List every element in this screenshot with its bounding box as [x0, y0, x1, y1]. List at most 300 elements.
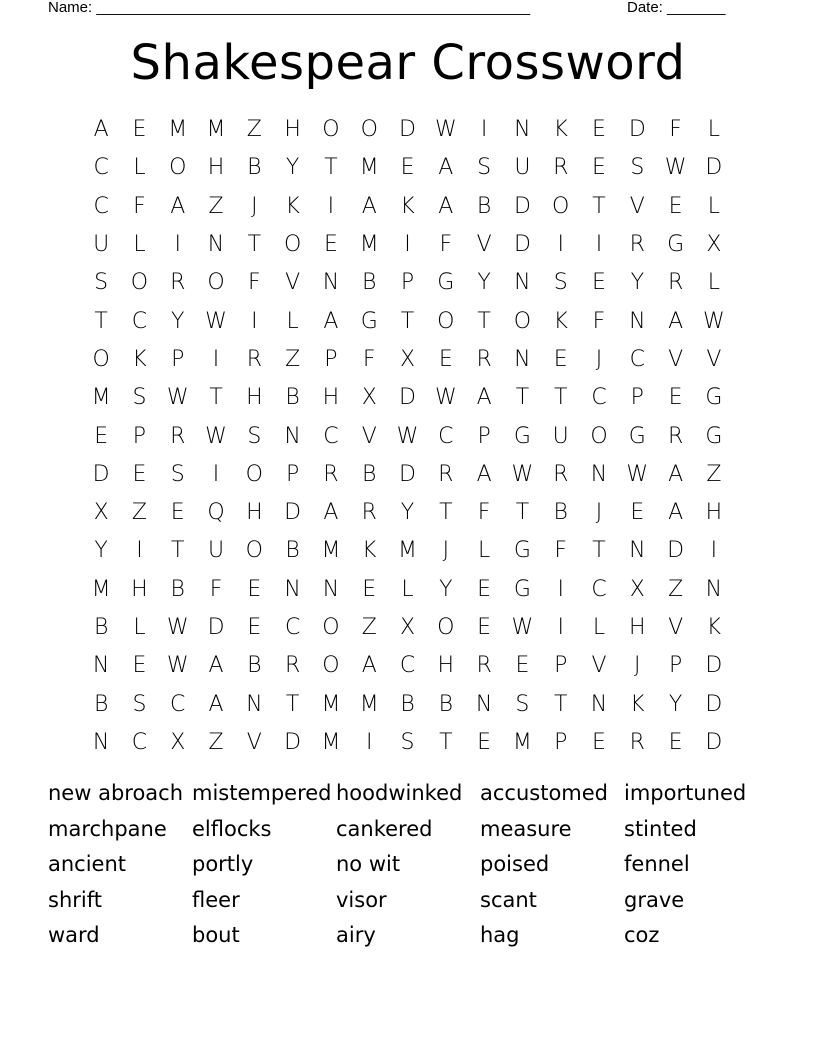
- grid-letter: L: [707, 117, 721, 143]
- grid-letter: W: [511, 615, 534, 640]
- grid-letter: A: [170, 193, 186, 219]
- grid-letter: I: [251, 308, 258, 334]
- grid-letter: E: [592, 117, 606, 143]
- grid-letter: D: [399, 385, 416, 411]
- grid-letter: J: [442, 538, 450, 564]
- grid-letter: O: [322, 615, 340, 640]
- word-list-item: scant: [480, 887, 537, 912]
- grid-letter: N: [475, 691, 493, 717]
- grid-letter: K: [706, 615, 722, 640]
- grid-letter: I: [174, 232, 181, 258]
- grid-letter: A: [476, 385, 492, 411]
- grid-letter: E: [400, 155, 415, 181]
- grid-letter: V: [285, 270, 301, 296]
- grid-letter: H: [246, 385, 263, 411]
- grid-letter: O: [207, 270, 225, 296]
- grid-letter: Z: [706, 461, 722, 487]
- grid-letter: B: [553, 500, 568, 526]
- grid-letter: E: [477, 729, 492, 755]
- grid-letter: D: [92, 461, 110, 487]
- grid-letter: D: [207, 615, 225, 640]
- grid-letter: D: [399, 461, 416, 487]
- grid-letter: W: [396, 423, 419, 449]
- grid-letter: N: [705, 576, 723, 602]
- grid-letter: F: [248, 270, 261, 296]
- grid-letter: E: [630, 500, 645, 526]
- grid-letter: V: [668, 346, 684, 372]
- grid-letter: O: [360, 117, 378, 143]
- grid-letter: T: [592, 538, 606, 564]
- grid-letter: V: [476, 232, 492, 258]
- grid-letter: I: [365, 729, 373, 755]
- grid-letter: L: [477, 538, 491, 564]
- grid-letter: O: [437, 308, 455, 334]
- grid-letter: P: [477, 423, 491, 449]
- grid-letter: R: [629, 729, 645, 755]
- grid-letter: X: [706, 232, 722, 258]
- grid-letter: G: [628, 423, 646, 449]
- grid-letter: T: [553, 691, 568, 717]
- grid-letter: M: [359, 691, 379, 717]
- grid-letter: W: [166, 615, 189, 640]
- grid-letter: P: [554, 729, 568, 755]
- grid-letter: E: [668, 385, 683, 411]
- grid-letter: P: [668, 653, 683, 679]
- grid-letter: E: [477, 615, 492, 640]
- grid-letter: C: [591, 385, 607, 411]
- grid-letter: Z: [208, 193, 224, 219]
- grid-letter: H: [437, 653, 455, 679]
- grid-letter: X: [399, 615, 416, 640]
- grid-letter: W: [166, 385, 189, 411]
- grid-letter: P: [324, 346, 338, 372]
- word-list-item: measure: [480, 816, 572, 841]
- grid-letter: N: [92, 653, 110, 679]
- grid-letter: Y: [171, 308, 185, 334]
- grid-letter: X: [399, 346, 416, 372]
- grid-letter: A: [438, 193, 454, 219]
- grid-letter: W: [205, 423, 227, 449]
- grid-letter: Y: [94, 538, 108, 564]
- grid-letter: H: [131, 576, 148, 602]
- grid-letter: A: [208, 691, 224, 717]
- name-field-label: Name: ____________________________________________________: [48, 0, 531, 16]
- grid-letter: C: [93, 193, 109, 219]
- grid-letter: K: [553, 308, 568, 334]
- grid-letter: R: [667, 270, 684, 296]
- grid-letter: E: [668, 193, 683, 219]
- grid-letter: D: [705, 653, 723, 679]
- grid-letter: L: [707, 270, 721, 296]
- grid-letter: D: [513, 232, 531, 258]
- grid-letter: Y: [285, 155, 300, 181]
- grid-letter: P: [171, 346, 185, 372]
- grid-letter: F: [439, 232, 453, 258]
- grid-letter: T: [515, 500, 530, 526]
- grid-letter: E: [438, 346, 453, 372]
- grid-letter: G: [667, 232, 685, 258]
- grid-letter: C: [399, 653, 416, 679]
- word-list-item: shrift: [48, 887, 102, 912]
- grid-letter: O: [245, 461, 263, 487]
- grid-letter: P: [132, 423, 147, 449]
- grid-letter: W: [664, 155, 687, 181]
- word-list-item: mistempered: [192, 781, 332, 805]
- word-list-item: coz: [624, 923, 660, 948]
- grid-letter: E: [592, 155, 606, 181]
- grid-letter: A: [668, 308, 684, 334]
- grid-letter: I: [327, 193, 335, 219]
- grid-letter: H: [284, 117, 301, 143]
- grid-letter: D: [399, 117, 416, 143]
- grid-letter: D: [705, 691, 723, 717]
- word-list: [48, 776, 768, 954]
- grid-letter: D: [667, 538, 685, 564]
- grid-letter: R: [361, 500, 377, 526]
- grid-letter: I: [557, 232, 564, 258]
- word-list-item: importuned: [624, 781, 747, 805]
- grid-letter: C: [131, 308, 148, 334]
- grid-letter: R: [629, 232, 645, 258]
- word-list-item: airy: [336, 923, 376, 948]
- grid-letter: W: [434, 385, 457, 411]
- grid-letter: N: [590, 461, 608, 487]
- grid-letter: K: [400, 193, 415, 219]
- grid-letter: E: [592, 729, 606, 755]
- grid-letter: T: [477, 308, 491, 334]
- grid-letter: M: [398, 538, 418, 564]
- grid-letter: F: [477, 500, 491, 526]
- grid-letter: S: [132, 691, 147, 717]
- grid-letter: E: [362, 576, 377, 602]
- grid-letter: I: [136, 538, 143, 564]
- word-list-item: ancient: [48, 852, 127, 877]
- grid-letter: D: [284, 500, 302, 526]
- word-list-item: cankered: [336, 816, 433, 841]
- grid-letter: S: [400, 729, 415, 755]
- grid-letter: M: [91, 576, 111, 602]
- grid-letter: H: [246, 500, 263, 526]
- grid-letter: S: [553, 270, 568, 296]
- grid-letter: B: [438, 691, 454, 717]
- grid-letter: I: [557, 615, 564, 640]
- grid-letter: O: [169, 155, 187, 181]
- grid-letter: K: [553, 117, 568, 143]
- grid-letter: A: [668, 500, 684, 526]
- grid-letter: I: [212, 461, 220, 487]
- grid-letter: E: [592, 270, 606, 296]
- grid-letter: B: [93, 615, 109, 640]
- grid-letter: P: [400, 270, 415, 296]
- grid-letter: N: [629, 308, 646, 334]
- grid-letter: N: [590, 691, 608, 717]
- grid-letter: F: [669, 117, 682, 143]
- grid-letter: U: [514, 155, 531, 181]
- grid-letter: W: [434, 117, 457, 143]
- grid-letter: N: [246, 691, 263, 717]
- grid-letter: X: [170, 729, 186, 755]
- grid-letter: B: [247, 653, 262, 679]
- grid-letter: B: [285, 538, 300, 564]
- grid-letter: Y: [439, 576, 453, 602]
- grid-letter: L: [707, 193, 721, 219]
- grid-letter: T: [439, 500, 453, 526]
- grid-letter: K: [285, 193, 300, 219]
- grid-letter: B: [285, 385, 300, 411]
- grid-letter: W: [511, 461, 534, 487]
- grid-letter: J: [251, 193, 258, 219]
- grid-letter: Z: [131, 500, 147, 526]
- grid-letter: V: [629, 193, 645, 219]
- word-list-item: poised: [480, 852, 550, 877]
- grid-letter: A: [93, 117, 109, 143]
- grid-letter: H: [322, 385, 340, 411]
- grid-letter: A: [361, 193, 377, 219]
- grid-letter: D: [628, 117, 646, 143]
- grid-letter: J: [595, 500, 603, 526]
- grid-letter: K: [362, 538, 377, 564]
- grid-letter: Z: [285, 346, 301, 372]
- grid-letter: R: [553, 461, 569, 487]
- grid-letter: L: [592, 615, 606, 640]
- grid-letter: R: [667, 423, 684, 449]
- grid-letter: G: [705, 385, 723, 411]
- grid-letter: J: [595, 346, 603, 372]
- grid-letter: O: [513, 308, 532, 334]
- grid-letter: S: [94, 270, 109, 296]
- grid-letter: E: [515, 653, 530, 679]
- grid-letter: N: [284, 576, 301, 602]
- grid-letter: T: [324, 155, 338, 181]
- grid-letter: D: [705, 155, 723, 181]
- grid-letter: I: [557, 576, 564, 602]
- grid-letter: G: [513, 423, 531, 449]
- grid-letter: L: [133, 155, 146, 181]
- grid-letter: E: [477, 576, 492, 602]
- grid-letter: U: [207, 538, 225, 564]
- grid-letter: D: [513, 193, 531, 219]
- grid-letter: S: [630, 155, 645, 181]
- grid-letter: N: [322, 270, 340, 296]
- grid-letter: V: [706, 346, 722, 372]
- grid-letter: Z: [246, 117, 262, 143]
- grid-letter: K: [630, 691, 645, 717]
- grid-letter: J: [634, 653, 641, 679]
- grid-letter: O: [245, 538, 263, 564]
- grid-letter: A: [208, 653, 224, 679]
- grid-letter: R: [284, 653, 301, 679]
- grid-letter: E: [170, 500, 185, 526]
- grid-letter: R: [553, 155, 569, 181]
- grid-letter: F: [133, 193, 146, 219]
- word-list-item: bout: [192, 923, 240, 948]
- word-list-item: fleer: [192, 887, 240, 912]
- grid-letter: A: [476, 461, 492, 487]
- grid-letter: V: [668, 615, 684, 640]
- grid-letter: M: [321, 729, 341, 755]
- grid-letter: T: [553, 385, 568, 411]
- grid-letter: C: [323, 423, 339, 449]
- grid-letter: T: [247, 232, 262, 258]
- grid-letter: F: [554, 538, 568, 564]
- grid-letter: O: [283, 232, 302, 258]
- grid-letter: O: [322, 653, 340, 679]
- grid-letter: E: [132, 117, 147, 143]
- grid-letter: K: [132, 346, 147, 372]
- grid-letter: A: [323, 500, 339, 526]
- grid-letter: C: [93, 155, 109, 181]
- grid-letter: Z: [361, 615, 377, 640]
- grid-letter: M: [512, 729, 532, 755]
- grid-letter: C: [284, 615, 301, 640]
- grid-letter: H: [207, 155, 225, 181]
- grid-letter: O: [322, 117, 340, 143]
- grid-letter: R: [438, 461, 454, 487]
- grid-letter: T: [171, 538, 185, 564]
- grid-letter: E: [553, 346, 568, 372]
- grid-letter: G: [513, 576, 531, 602]
- grid-letter: R: [323, 461, 339, 487]
- grid-letter: B: [362, 461, 377, 487]
- grid-letter: N: [514, 270, 531, 296]
- grid-letter: D: [705, 729, 723, 755]
- grid-letter: N: [207, 232, 225, 258]
- grid-letter: N: [514, 346, 531, 372]
- grid-letter: B: [476, 193, 492, 219]
- word-list-item: visor: [336, 887, 387, 912]
- grid-letter: T: [94, 308, 108, 334]
- grid-letter: H: [705, 500, 723, 526]
- grid-letter: I: [710, 538, 718, 564]
- grid-letter: Y: [630, 270, 645, 296]
- word-list-item: new abroach: [48, 781, 184, 805]
- grid-letter: N: [284, 423, 301, 449]
- grid-letter: R: [246, 346, 262, 372]
- grid-letter: X: [629, 576, 645, 602]
- grid-letter: Z: [668, 576, 684, 602]
- grid-letter: X: [361, 385, 377, 411]
- grid-letter: T: [515, 385, 530, 411]
- grid-letter: E: [94, 423, 109, 449]
- grid-letter: C: [438, 423, 454, 449]
- grid-letter: I: [480, 117, 488, 143]
- grid-letter: F: [209, 576, 223, 602]
- grid-letter: C: [591, 576, 607, 602]
- grid-letter: G: [705, 423, 723, 449]
- grid-letter: R: [170, 270, 186, 296]
- grid-letter: P: [554, 653, 568, 679]
- grid-letter: A: [438, 155, 454, 181]
- word-list-item: stinted: [624, 816, 697, 841]
- grid-letter: O: [437, 615, 455, 640]
- grid-letter: E: [132, 461, 147, 487]
- grid-letter: N: [322, 576, 340, 602]
- grid-letter: U: [93, 232, 110, 258]
- grid-letter: O: [552, 193, 570, 219]
- grid-letter: G: [360, 308, 378, 334]
- grid-letter: M: [321, 538, 341, 564]
- grid-letter: R: [170, 423, 186, 449]
- word-list-item: hoodwinked: [336, 781, 463, 805]
- grid-letter: B: [362, 270, 377, 296]
- grid-letter: V: [246, 729, 262, 755]
- grid-letter: G: [513, 538, 531, 564]
- grid-letter: T: [439, 729, 453, 755]
- grid-letter: S: [170, 461, 185, 487]
- word-list-item: no wit: [336, 852, 401, 877]
- grid-letter: M: [359, 232, 379, 258]
- word-search-grid: [82, 111, 733, 762]
- grid-letter: U: [552, 423, 569, 449]
- grid-letter: L: [133, 615, 146, 640]
- grid-letter: X: [93, 500, 109, 526]
- word-list-item: marchpane: [48, 816, 167, 841]
- grid-letter: E: [323, 232, 338, 258]
- grid-letter: B: [247, 155, 262, 181]
- word-list-item: portly: [192, 852, 254, 877]
- date-field-label: Date: _______: [627, 0, 726, 16]
- grid-letter: M: [206, 117, 226, 143]
- grid-letter: V: [361, 423, 377, 449]
- word-list-item: ward: [48, 923, 100, 948]
- grid-letter: W: [205, 308, 227, 334]
- grid-letter: W: [166, 653, 189, 679]
- grid-letter: O: [590, 423, 608, 449]
- grid-letter: W: [626, 461, 649, 487]
- grid-letter: S: [477, 155, 492, 181]
- grid-letter: C: [170, 691, 186, 717]
- grid-letter: L: [401, 576, 414, 602]
- grid-letter: E: [668, 729, 683, 755]
- word-list-item: accustomed: [480, 781, 608, 805]
- grid-letter: T: [592, 193, 606, 219]
- grid-letter: B: [400, 691, 415, 717]
- grid-letter: G: [437, 270, 455, 296]
- grid-letter: E: [247, 615, 262, 640]
- word-list-item: elflocks: [192, 816, 272, 841]
- grid-letter: E: [132, 653, 147, 679]
- grid-letter: C: [629, 346, 645, 372]
- grid-letter: R: [476, 653, 492, 679]
- grid-letter: T: [285, 691, 300, 717]
- grid-letter: B: [93, 691, 109, 717]
- grid-letter: F: [592, 308, 606, 334]
- grid-letter: F: [362, 346, 376, 372]
- word-list-item: hag: [480, 923, 520, 948]
- grid-letter: Z: [208, 729, 224, 755]
- grid-letter: A: [323, 308, 339, 334]
- grid-letter: D: [284, 729, 302, 755]
- grid-letter: Y: [477, 270, 491, 296]
- grid-letter: W: [703, 308, 725, 334]
- grid-letter: B: [170, 576, 185, 602]
- grid-letter: C: [131, 729, 148, 755]
- grid-letter: A: [361, 653, 377, 679]
- grid-letter: T: [400, 308, 415, 334]
- grid-letter: S: [515, 691, 530, 717]
- grid-letter: N: [92, 729, 110, 755]
- grid-letter: I: [212, 346, 220, 372]
- grid-letter: M: [91, 385, 111, 411]
- grid-letter: Y: [400, 500, 415, 526]
- grid-letter: M: [168, 117, 188, 143]
- grid-letter: L: [133, 232, 146, 258]
- word-list-item: grave: [624, 887, 685, 912]
- grid-letter: I: [595, 232, 603, 258]
- grid-letter: S: [132, 385, 147, 411]
- grid-letter: Y: [668, 691, 683, 717]
- grid-letter: P: [630, 385, 644, 411]
